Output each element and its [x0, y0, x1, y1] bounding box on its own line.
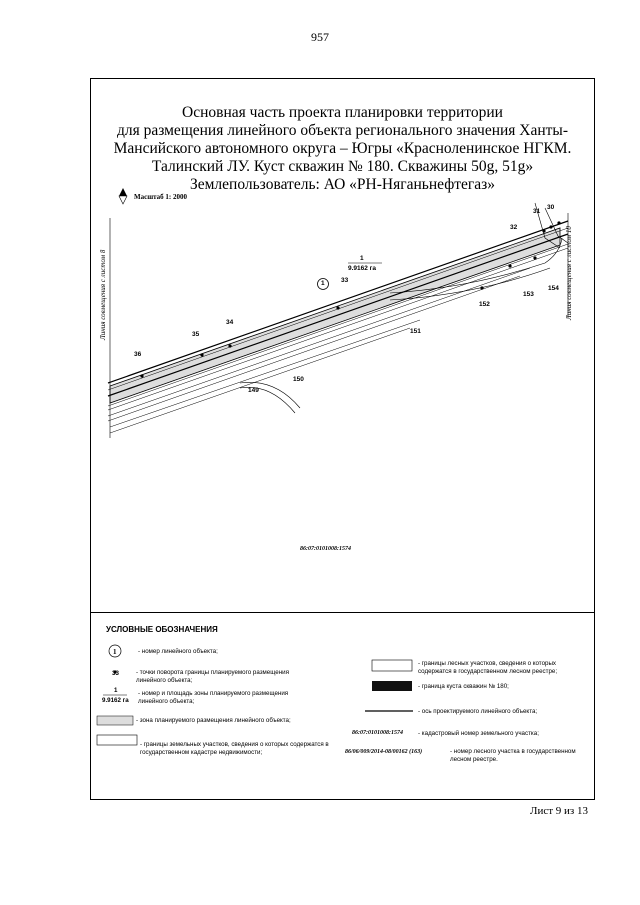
- point-label: 34: [226, 319, 234, 326]
- corridor-line: [108, 221, 568, 383]
- point-label: 30: [547, 204, 555, 211]
- legend-land: - границы земельных участков, сведения о которых содержатся в государственном кадастре недвижимости;: [140, 741, 329, 756]
- point-label: 36: [134, 351, 142, 358]
- title-line: Землепользователь: АО «РН-Няганьнефтегаз»: [189, 176, 496, 193]
- legend-divider: [90, 612, 595, 613]
- cadastral-number-label: 86:07:0101008:1574: [300, 546, 351, 552]
- legend-well-pad: - граница куста скважин № 180;: [418, 683, 509, 690]
- legend-forest-example: 86/06/009/2014-08/00162 (163): [345, 749, 423, 755]
- point-label: 149: [248, 387, 259, 394]
- zone-area: 9.9162 га: [348, 265, 377, 272]
- legend-turn-points: - точки поворота границы планируемого размещения линейного объекта;: [136, 669, 289, 684]
- legend-title: УСЛОВНЫЕ ОБОЗНАЧЕНИЯ: [106, 625, 218, 634]
- scale-label: Масштаб 1: 2000: [134, 193, 187, 201]
- title-line: Мансийского автономного округа – Югры «Красноленинское НГКМ.: [113, 140, 572, 157]
- point-label: 150: [293, 376, 304, 383]
- point-label: 32: [510, 224, 518, 231]
- point-label: 154: [548, 285, 559, 292]
- legend-forest-number: - номер лесного участка в государственном лесном реестре.: [450, 748, 576, 763]
- match-line-right-label: Линия совмещения с листом 10: [565, 226, 573, 320]
- corridor-line: [108, 244, 568, 406]
- legend-zone-area: 9.9162 га: [102, 697, 129, 704]
- object-marker-number: 1: [321, 280, 325, 287]
- road-line: [108, 276, 520, 421]
- title-line: для размещения линейного объекта регионального значения Ханты-: [116, 122, 569, 139]
- map-drawing: [90, 78, 595, 612]
- legend-zone-area-text: - зона планируемого размещения линейного объекта;: [136, 717, 291, 724]
- corridor-line: [108, 248, 568, 410]
- road-line: [108, 268, 530, 416]
- sheet-footer: Лист 9 из 13: [530, 805, 589, 817]
- legend-axis: - ось проектируемого линейного объекта;: [418, 708, 538, 715]
- legend-zone-number: 1: [114, 687, 118, 694]
- legend-cad: - кадастровый номер земельного участка;: [418, 730, 539, 737]
- title-line: Основная часть проекта планировки территории: [182, 104, 503, 121]
- north-arrow-icon: [119, 188, 127, 204]
- point-label: 152: [479, 301, 490, 308]
- point-label: 153: [523, 291, 534, 298]
- point-label: 151: [410, 328, 421, 335]
- point-label: 33: [341, 277, 349, 284]
- legend-cad-example: 86:07:0101008:1574: [352, 730, 403, 736]
- legend-zone: - номер и площадь зоны планируемого размещения линейного объекта;: [138, 690, 289, 705]
- legend-point-number: 33: [112, 670, 119, 677]
- title-line: Талинский ЛУ. Куст скважин № 180. Скважины 50g, 51g»: [151, 158, 534, 175]
- match-line-left-label: Линия совмещения с листом 8: [99, 249, 107, 340]
- point-label: 35: [192, 331, 200, 338]
- legend-object-number: - номер линейного объекта;: [138, 648, 218, 655]
- page-number: 957: [311, 30, 329, 44]
- legend-object-marker-number: 1: [113, 648, 117, 656]
- axis-line: [108, 234, 568, 396]
- zone-number: 1: [360, 255, 364, 262]
- legend-forest: - границы лесных участков, сведения о которых содержатся в государственном лесном реестре;: [418, 660, 558, 675]
- point-label: 31: [533, 208, 541, 215]
